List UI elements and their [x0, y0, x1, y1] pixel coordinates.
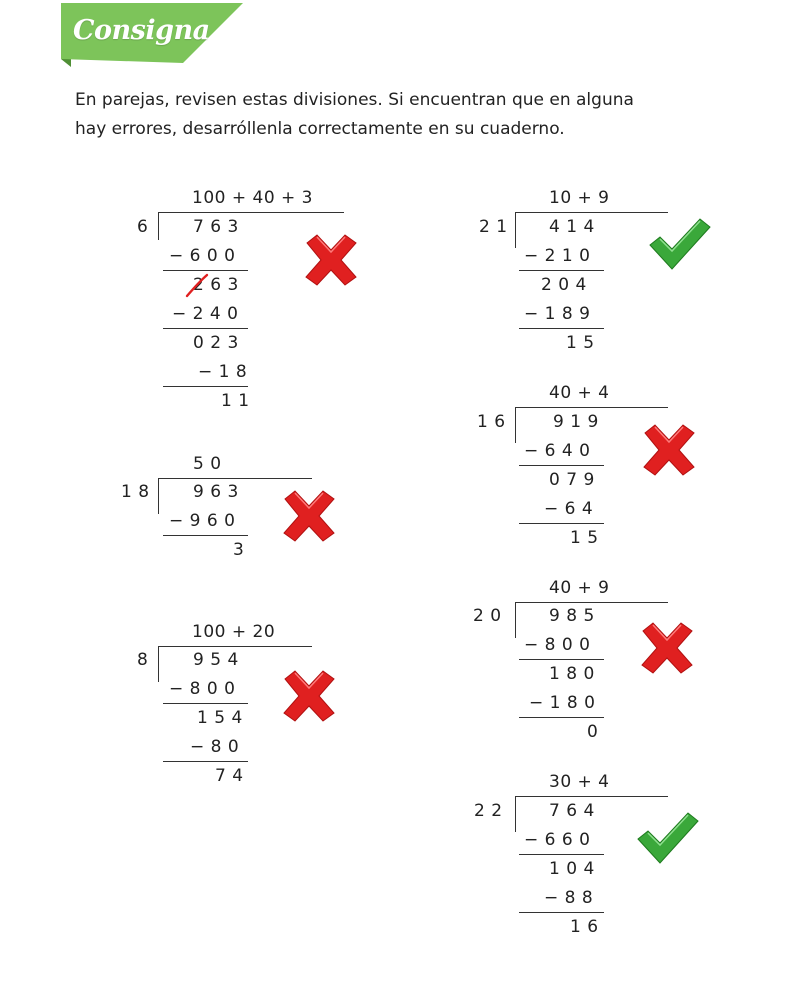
- final-remainder: 7 4: [215, 766, 244, 786]
- instructions-line-2: hay errores, desarróllenla correctamente en su cuaderno.: [75, 119, 565, 139]
- consigna-banner: [61, 3, 243, 67]
- division-bracket: [158, 478, 159, 514]
- quotient: 100 + 40 + 3: [192, 188, 313, 208]
- step-subtrahend: − 8 8: [544, 888, 594, 908]
- step-line: [519, 854, 604, 855]
- quotient: 100 + 20: [192, 622, 276, 642]
- step-subtrahend: − 9 6 0: [169, 511, 236, 531]
- final-remainder: 1 5: [566, 333, 595, 353]
- step-subtrahend: − 6 4 0: [524, 441, 591, 461]
- step-line: [519, 465, 604, 466]
- divisor: 2 0: [473, 606, 502, 626]
- final-remainder: 0: [587, 722, 599, 742]
- step-remainder: 0 2 3: [193, 333, 239, 353]
- divisor: 1 6: [477, 412, 506, 432]
- step-remainder: 0 7 9: [549, 470, 595, 490]
- step-line: [519, 270, 604, 271]
- divisor: 6: [137, 217, 149, 237]
- step-line: [163, 761, 248, 762]
- final-remainder: 1 1: [221, 391, 250, 411]
- red-x-icon: [639, 621, 695, 675]
- dividend: 9 6 3: [193, 482, 239, 502]
- division-bracket: [158, 212, 159, 240]
- step-line: [163, 703, 248, 704]
- step-subtrahend: − 1 8: [198, 362, 248, 382]
- step-subtrahend: − 8 0 0: [524, 635, 591, 655]
- dividend: 4 1 4: [549, 217, 595, 237]
- dividend: 7 6 4: [549, 801, 595, 821]
- dividend: 9 5 4: [193, 650, 239, 670]
- division-bracket: [515, 407, 516, 443]
- division-bracket: [515, 796, 516, 832]
- quotient-bar: [158, 646, 312, 647]
- quotient: 30 + 4: [549, 772, 610, 792]
- quotient-bar: [515, 796, 668, 797]
- dividend: 9 1 9: [553, 412, 599, 432]
- step-remainder: 1 8 0: [549, 664, 595, 684]
- quotient: 10 + 9: [549, 188, 610, 208]
- step-line: [519, 717, 604, 718]
- instructions-line-1: En parejas, revisen estas divisiones. Si encuentran que en alguna: [75, 90, 634, 110]
- step-remainder: 2 6 3: [193, 275, 239, 295]
- step-subtrahend: − 1 8 9: [524, 304, 591, 324]
- divisor: 2 1: [479, 217, 508, 237]
- divisor: 1 8: [121, 482, 150, 502]
- red-x-icon: [641, 423, 697, 477]
- step-subtrahend: − 6 6 0: [524, 830, 591, 850]
- red-x-icon: [303, 233, 359, 287]
- quotient: 40 + 9: [549, 578, 610, 598]
- step-line: [163, 386, 248, 387]
- step-line: [163, 535, 248, 536]
- division-bracket: [515, 602, 516, 638]
- step-subtrahend: − 8 0 0: [169, 679, 236, 699]
- dividend: 7 6 3: [193, 217, 239, 237]
- step-remainder: 1 5 4: [197, 708, 243, 728]
- division-bracket: [515, 212, 516, 248]
- step-subtrahend: − 2 4 0: [172, 304, 239, 324]
- quotient-bar: [515, 407, 668, 408]
- step-subtrahend: − 1 8 0: [529, 693, 596, 713]
- green-check-icon: [636, 809, 700, 865]
- step-line: [519, 328, 604, 329]
- quotient: 5 0: [193, 454, 222, 474]
- quotient-bar: [158, 478, 312, 479]
- step-remainder: 1 0 4: [549, 859, 595, 879]
- instructions: [75, 86, 675, 144]
- step-subtrahend: − 6 0 0: [169, 246, 236, 266]
- divisor: 2 2: [474, 801, 503, 821]
- divisor: 8: [137, 650, 149, 670]
- banner-title: Consigna: [73, 15, 210, 46]
- quotient-bar: [158, 212, 344, 213]
- step-line: [519, 912, 604, 913]
- step-subtrahend: − 2 1 0: [524, 246, 591, 266]
- step-subtrahend: − 6 4: [544, 499, 594, 519]
- green-check-icon: [648, 215, 712, 271]
- step-remainder: 2 0 4: [541, 275, 587, 295]
- red-x-icon: [281, 489, 337, 543]
- step-subtrahend: − 8 0: [190, 737, 240, 757]
- step-line: [163, 328, 248, 329]
- quotient: 40 + 4: [549, 383, 610, 403]
- quotient-bar: [515, 602, 668, 603]
- division-bracket: [158, 646, 159, 682]
- quotient-bar: [515, 212, 668, 213]
- step-line: [163, 270, 248, 271]
- red-x-icon: [281, 669, 337, 723]
- dividend: 9 8 5: [549, 606, 595, 626]
- final-remainder: 3: [233, 540, 245, 560]
- correction-strike-icon: [184, 273, 210, 299]
- step-line: [519, 659, 604, 660]
- final-remainder: 1 5: [570, 528, 599, 548]
- final-remainder: 1 6: [570, 917, 599, 937]
- step-line: [519, 523, 604, 524]
